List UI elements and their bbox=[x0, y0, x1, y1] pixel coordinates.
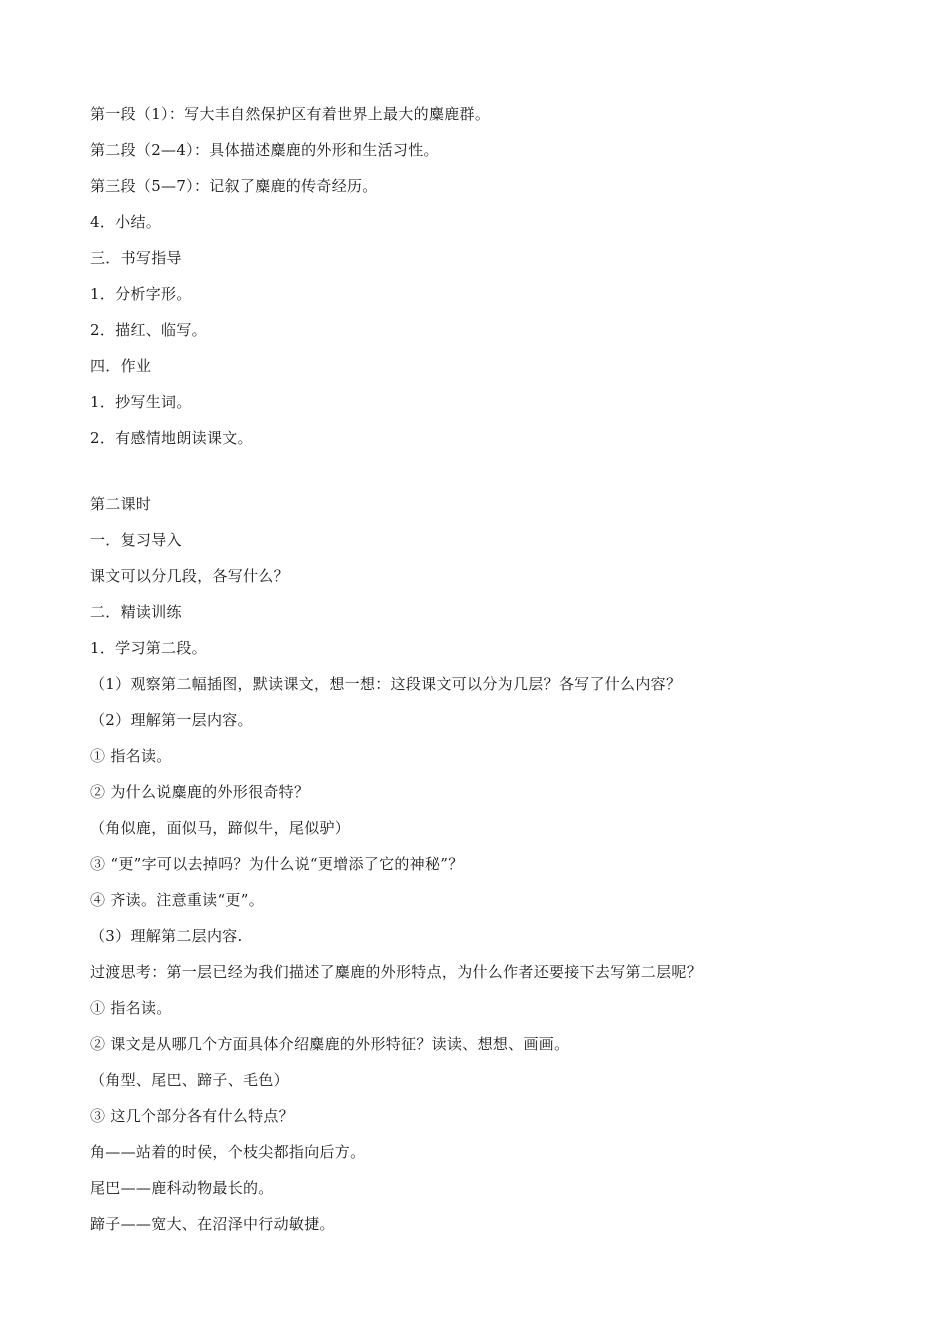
text-line: 第一段（1）：写大丰自然保护区有着世界上最大的麋鹿群。 bbox=[90, 105, 491, 123]
section-heading: 二．精读训练 bbox=[90, 603, 182, 621]
text-line: 蹄子——宽大、在沼泽中行动敏捷。 bbox=[90, 1215, 335, 1233]
text-line: ③ “更”字可以去掉吗？为什么说“更增添了它的神秘”？ bbox=[90, 855, 464, 873]
text-line: 1．学习第二段。 bbox=[90, 639, 207, 657]
text-line: 4．小结。 bbox=[90, 213, 162, 231]
text-line: （角型、尾巴、蹄子、毛色） bbox=[90, 1071, 289, 1089]
text-line: ① 指名读。 bbox=[90, 747, 172, 765]
text-line: （2）理解第一层内容。 bbox=[90, 711, 253, 729]
text-line: ③ 这几个部分各有什么特点？ bbox=[90, 1107, 294, 1125]
section-heading: 一．复习导入 bbox=[90, 531, 182, 549]
section-lesson-one-end bbox=[90, 96, 870, 456]
text-line: 课文可以分几段，各写什么？ bbox=[90, 567, 289, 585]
text-line: 第三段（5—7）：记叙了麋鹿的传奇经历。 bbox=[90, 177, 378, 195]
section-spacer bbox=[90, 456, 870, 486]
text-line: 2．描红、临写。 bbox=[90, 321, 207, 339]
text-line: 1．抄写生词。 bbox=[90, 393, 192, 411]
text-line: （3）理解第二层内容. bbox=[90, 927, 243, 945]
text-line: 角——站着的时侯，个枝尖都指向后方。 bbox=[90, 1143, 366, 1161]
section-lesson-two bbox=[90, 486, 870, 1242]
lesson-title: 第二课时 bbox=[90, 495, 152, 513]
text-line: 第二段（2—4）：具体描述麋鹿的外形和生活习性。 bbox=[90, 141, 439, 159]
text-line: 尾巴——鹿科动物最长的。 bbox=[90, 1179, 274, 1197]
text-line: ② 课文是从哪几个方面具体介绍麋鹿的外形特征？读读、想想、画画。 bbox=[90, 1035, 570, 1053]
document-body bbox=[90, 96, 870, 1242]
text-line: （角似鹿，面似马，蹄似牛，尾似驴） bbox=[90, 819, 351, 837]
text-line: 过渡思考：第一层已经为我们描述了麋鹿的外形特点，为什么作者还要接下去写第二层呢？ bbox=[90, 963, 703, 981]
text-line: （1）观察第二幅插图，默读课文，想一想：这段课文可以分为几层？各写了什么内容？ bbox=[90, 675, 682, 693]
text-line: 2．有感情地朗读课文。 bbox=[90, 429, 253, 447]
text-line: 1．分析字形。 bbox=[90, 285, 192, 303]
section-heading: 三．书写指导 bbox=[90, 249, 182, 267]
text-line: ② 为什么说麋鹿的外形很奇特？ bbox=[90, 783, 310, 801]
text-line: ④ 齐读。注意重读“更”。 bbox=[90, 891, 265, 909]
section-heading: 四．作业 bbox=[90, 357, 152, 375]
text-line: ① 指名读。 bbox=[90, 999, 172, 1017]
